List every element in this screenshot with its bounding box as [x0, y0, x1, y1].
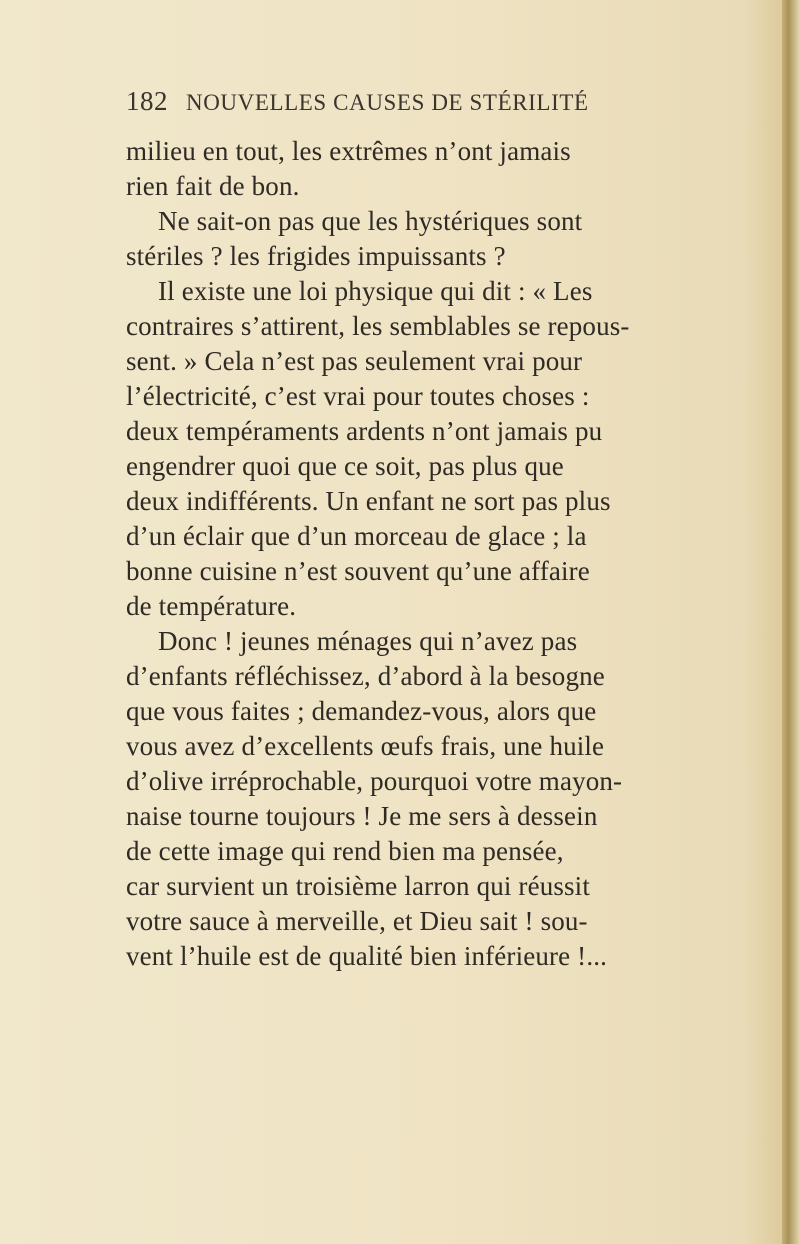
text-line: que vous faites ; demandez-vous, alors que [126, 696, 597, 726]
text-line: stériles ? les frigides impuissants ? [126, 241, 506, 271]
text-line: deux indifférents. Un enfant ne sort pas plus [126, 486, 611, 516]
text-line: d’un éclair que d’un morceau de glace ; la [126, 521, 587, 551]
running-title: NOUVELLES CAUSES DE STÉRILITÉ [186, 90, 589, 115]
page-number: 182 [126, 86, 168, 116]
text-line: Il existe une loi physique qui dit : « Les [158, 276, 593, 306]
text-line: car survient un troisième larron qui réussit [126, 871, 590, 901]
text-line: rien fait de bon. [126, 171, 300, 201]
text-line: votre sauce à merveille, et Dieu sait ! sou- [126, 906, 588, 936]
text-line: deux tempéraments ardents n’ont jamais pu [126, 416, 603, 446]
text-line: de cette image qui rend bien ma pensée, [126, 836, 564, 866]
text-line: naise tourne toujours ! Je me sers à dessein [126, 801, 598, 831]
body-text [126, 134, 716, 974]
text-line: de température. [126, 591, 297, 621]
text-line: bonne cuisine n’est souvent qu’une affaire [126, 556, 590, 586]
page-edge [782, 0, 800, 1244]
text-line: engendrer quoi que ce soit, pas plus que [126, 451, 564, 481]
text-line: sent. » Cela n’est pas seulement vrai pour [126, 346, 583, 376]
text-line: l’électricité, c’est vrai pour toutes choses : [126, 381, 590, 411]
text-line: vent l’huile est de qualité bien inférieure !... [126, 941, 608, 971]
text-line: vous avez d’excellents œufs frais, une huile [126, 731, 605, 761]
text-line: Ne sait-on pas que les hystériques sont [158, 206, 583, 236]
text-line: milieu en tout, les extrêmes n’ont jamais [126, 136, 571, 166]
text-line: Donc ! jeunes ménages qui n’avez pas [158, 626, 578, 656]
page-header [126, 86, 646, 122]
text-line: contraires s’attirent, les semblables se repous- [126, 311, 630, 341]
text-line: d’enfants réfléchissez, d’abord à la besogne [126, 661, 605, 691]
text-line: d’olive irréprochable, pourquoi votre mayon- [126, 766, 623, 796]
